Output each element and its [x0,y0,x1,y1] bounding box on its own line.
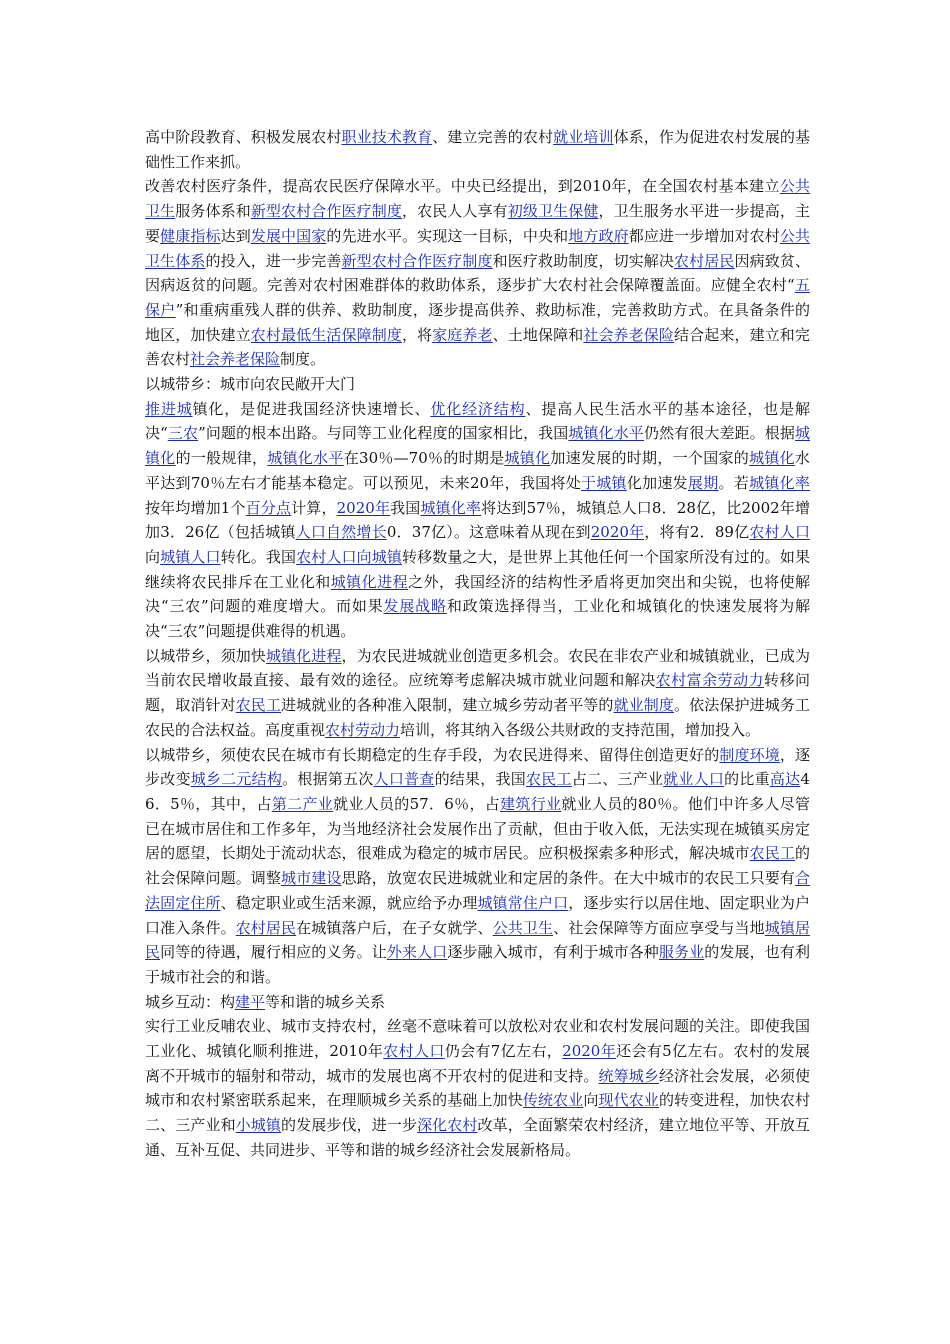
hyperlink[interactable]: 人口自然增长 [295,523,387,542]
hyperlink[interactable]: 公共卫生 [145,177,810,221]
text-run: 和政策选择得当，工业化和城镇化的快速发展将为解决“三农”问题提供难得的机遇。 [145,597,810,641]
text-run: ，卫生服务水平进一步提高，主要 [145,202,810,245]
hyperlink[interactable]: 传统农业 [522,1091,584,1110]
text-run: 、社会保障等方面应享受与当地 [553,918,765,937]
text-run: 之外，我国经济的结构性矛盾将更加突出和尖锐，也将使解决“三农”问题的难度增大。而如果 [145,572,810,616]
text-run: 就业人员的57．6％，占 [333,794,501,813]
text-run: 结合起来，建立和完善农村 [145,325,810,369]
hyperlink[interactable]: 公共卫生 [492,918,554,937]
hyperlink[interactable]: 城镇化率 [749,473,810,492]
text-run: 仍会有7亿左右， [444,1042,563,1061]
hyperlink[interactable]: 制度环境 [719,745,780,764]
text-run: 的结果，我国 [434,770,526,789]
hyperlink[interactable]: 就业培训 [553,128,614,146]
hyperlink[interactable]: 社会养老保险 [583,325,675,344]
text-run: 、稳定职业或生活来源，就应给予办理 [220,893,478,912]
text-run: 等和谐的城乡关系 [265,992,386,1011]
hyperlink[interactable]: 城镇化 [504,449,551,468]
text-run: 在城镇落户后，在子女就学、 [296,918,493,937]
text-run: 制度。 [280,350,326,369]
text-run: 46．5％，其中，占 [145,770,810,813]
hyperlink[interactable]: 服务业 [658,943,705,962]
text-run: 向 [583,1091,599,1110]
hyperlink[interactable]: 城乡二元结构 [190,770,283,789]
hyperlink[interactable]: 城镇化水平 [568,424,644,443]
hyperlink[interactable]: 建平 [235,992,266,1011]
hyperlink[interactable]: 农村劳动力 [325,720,401,739]
text-run: 就业人员的80％。他们中许多人尽管已在城市居住和工作多年，为当地经济社会发展作出了贡献，但由于收入低，无法实现在城镇买房定居的愿望，长期处于流动状态，很难成为稳定的城市居民。应积极探索多种形式，解决城市 [145,794,810,863]
hyperlink[interactable]: 农村最低生活保障制度 [250,325,402,344]
text-run: 服务体系和 [175,202,251,221]
text-run: 以城带乡，须使农民在城市有长期稳定的生存手段，为农民进得来、留得住创造更好的 [145,745,720,764]
hyperlink[interactable]: 农民工 [526,770,572,789]
text-run: 向 [145,547,161,566]
document-body [145,125,810,1163]
hyperlink[interactable]: 推进城 [145,399,193,418]
text-run: 的比重 [724,770,770,789]
text-run: 。若 [718,473,750,492]
text-run: 培训，将其纳入各级公共财政的支持范围，增加投入。 [400,720,761,739]
text-run: ”和重病重残人群的供养、救助制度，逐步提高供养、救助标准，完善救助方式。在具备条件的地区，加快建立 [145,300,810,344]
hyperlink[interactable]: 外来人口 [386,943,448,962]
text-run: 的转变进程，加快农村二、三产业和 [145,1091,810,1135]
text-run: 体系，作为促进农村发展的基础性工作来抓。 [145,128,810,171]
text-run: 因病致贫、因病返贫的问题。完善对农村困难群体的救助体系，逐步扩大农村社会保障覆盖面。应健全农村“ [145,251,810,295]
hyperlink[interactable]: 新型农村合作医疗制度 [341,251,493,270]
hyperlink[interactable]: 第二产业 [271,794,334,813]
hyperlink[interactable]: 现代农业 [598,1091,659,1110]
hyperlink[interactable]: 农村富余劳动力 [655,671,765,690]
hyperlink[interactable]: 农村人口 [383,1042,445,1061]
hyperlink[interactable]: 家庭养老 [432,325,493,344]
hyperlink[interactable]: 地方政府 [568,226,629,245]
hyperlink[interactable]: 2020年 [590,523,645,542]
text-run: 和医疗救助制度，切实解决 [492,251,675,270]
hyperlink[interactable]: 优化经济结构 [430,399,526,418]
text-run: 的投入，进一步完善 [205,251,342,270]
text-run: 转化。我国 [220,547,297,566]
hyperlink[interactable]: 健康指标 [160,226,221,245]
text-run: ，为农民进城就业创造更多机会。农民在非农产业和城镇就业，已成为当前农民增收最直接、最有效的途径。应统筹考虑解决城市就业问题和解决 [145,646,810,690]
text-run: ，逐步实行以居住地、固定职业为户口准入条件。 [145,893,810,937]
hyperlink[interactable]: 城镇化 [145,424,810,468]
text-run: 达到 [220,226,251,245]
hyperlink[interactable]: 2020年 [562,1042,617,1061]
text-run: 、土地保障和 [492,325,584,344]
text-run: 都应进一步增加对农村 [628,226,780,245]
hyperlink[interactable]: 城镇化水平 [267,449,344,468]
hyperlink[interactable]: 小城镇 [235,1116,282,1135]
hyperlink[interactable]: 百分点 [245,498,292,517]
hyperlink[interactable]: 农村居民 [674,251,735,270]
hyperlink[interactable]: 职业技术教育 [341,128,433,146]
hyperlink[interactable]: 展期 [687,473,719,492]
text-run: 加速发展的时期，一个国家的 [550,449,750,468]
section-heading [145,372,810,397]
hyperlink[interactable]: 五保户 [145,276,810,319]
hyperlink[interactable]: 农民工 [749,844,795,863]
hyperlink[interactable]: 农村居民 [235,918,297,937]
paragraph [145,125,810,174]
text-run: 的一般规律， [175,449,268,468]
hyperlink[interactable]: 农村人口 [749,523,810,542]
paragraph [145,397,810,644]
text-run: 占二、三产业 [571,770,664,789]
hyperlink[interactable]: 城镇居民 [145,918,810,962]
hyperlink[interactable]: 社会养老保险 [190,350,281,369]
text-run: 镇化，是促进我国经济快速增长、 [192,399,431,418]
hyperlink[interactable]: 2020年 [336,498,391,517]
hyperlink[interactable]: 城镇人口 [160,547,221,566]
text-run: 。依法保护进城务工农民的合法权益。高度重视 [145,696,810,739]
section-heading [145,990,810,1015]
hyperlink[interactable]: 初级卫生保健 [507,202,599,221]
paragraph [145,174,810,372]
hyperlink[interactable]: 农民工 [235,696,282,715]
hyperlink[interactable]: 城镇常住户口 [477,893,569,912]
hyperlink[interactable]: 建筑行业 [500,794,562,813]
text-run: 按年均增加1个 [145,498,246,517]
text-run: 转移数量之大，是世界上其他任何一个国家所没有过的。如果继续将农民排斥在工业化和 [145,547,810,591]
hyperlink[interactable]: 城镇化 [749,449,795,468]
hyperlink[interactable]: 发展战略 [383,597,447,616]
text-run: 以城带乡，须加快 [145,646,266,665]
text-run: 化加速发 [626,473,688,492]
text-run: 的先进水平。实现这一目标，中央和 [326,226,569,245]
text-run: 转移问题，取消针对 [145,671,810,715]
text-run: 将达到57％，城镇总人口8．28亿，比2002年增加3．26亿（包括城镇 [145,498,810,542]
text-run: 还会有5亿左右。农村的发展离不开城市的辐射和带动，城市的发展也离不开农村的促进和支持。 [145,1042,810,1085]
text-run: 、建立完善的农村 [432,128,554,146]
hyperlink[interactable]: 人口普查 [373,770,435,789]
hyperlink[interactable]: 合法固定住所 [145,869,810,912]
hyperlink[interactable]: 高达 [769,770,801,789]
text-run: 实行工业反哺农业、城市支持农村，丝毫不意味着可以放松对农业和农村发展问题的关注。即使我国工业化、城镇化顺利推进，2010年 [145,1017,810,1061]
text-run: 同等的待遇，履行相应的义务。让 [160,943,387,962]
text-run: ”问题的根本出路。与同等工业化程度的国家相比，我国 [198,424,569,443]
hyperlink[interactable]: 三农 [167,424,199,443]
text-run: 的发展，也有利于城市社会的和谐。 [145,943,810,986]
text-run: 。根据第五次 [282,770,374,789]
hyperlink[interactable]: 于城镇 [581,473,627,492]
hyperlink[interactable]: 公共卫生体系 [145,226,810,270]
hyperlink[interactable]: 深化农村 [417,1116,478,1135]
hyperlink[interactable]: 就业人口 [663,770,725,789]
hyperlink[interactable]: 就业制度 [613,696,675,715]
hyperlink[interactable]: 城市建设 [281,869,342,888]
text-run: 在30％—70％的时期是 [343,449,505,468]
text-run: 以城带乡：城市向农民敞开大门 [145,375,356,394]
text-run: 仍然有很大差距。根据 [643,424,795,443]
text-run: ，将有2．89亿 [644,523,750,542]
text-run: 计算， [291,498,337,517]
paragraph [145,743,810,990]
text-run: 逐步融入城市，有利于城市各种 [447,943,659,962]
paragraph [145,644,810,743]
hyperlink[interactable]: 城镇化率 [420,498,482,517]
text-run: 经济社会发展，必须使城市和农村紧密联系起来，在理顺城乡关系的基础上加快 [145,1066,810,1110]
hyperlink[interactable]: 城镇化进程 [330,572,409,591]
text-run: 改革，全面繁荣农村经济，建立地位平等、开放互通、互补互促、共同进步、平等和谐的城乡经济社会发展新格局。 [145,1116,810,1159]
text-run: ，农民人人享有 [401,202,508,221]
hyperlink[interactable]: 农村人口向城镇 [296,547,402,566]
text-run: 城乡互动：构 [145,992,236,1011]
text-run: 思路，放宽农民进城就业和定居的条件。在大中城市的农民工只要有 [341,869,795,888]
text-run: 的发展步伐，进一步 [281,1116,418,1135]
text-run: ，逐步改变 [145,745,810,789]
text-run: ，将 [401,325,433,344]
text-run: 我国 [390,498,421,517]
text-run: 的社会保障问题。调整 [145,844,810,888]
text-run: 水平达到70％左右才能基本稳定。可以预见，未来20年，我国将处 [145,449,810,492]
hyperlink[interactable]: 统筹城乡 [598,1066,659,1085]
hyperlink[interactable]: 城镇化进程 [265,646,342,665]
text-run: 进城就业的各种准入限制，建立城乡劳动者平等的 [281,696,614,715]
hyperlink[interactable]: 新型农村合作医疗制度 [250,202,402,221]
paragraph [145,1014,810,1162]
text-run: 改善农村医疗条件，提高农民医疗保障水平。中央已经提出，到2010年，在全国农村基本建立 [145,177,780,196]
hyperlink[interactable]: 发展中国家 [250,226,327,245]
text-run: 高中阶段教育、积极发展农村 [145,128,342,146]
text-run: 、提高人民生活水平的基本途径，也是解决“ [145,399,810,443]
text-run: 0．37亿）。这意味着从现在到 [386,523,591,542]
